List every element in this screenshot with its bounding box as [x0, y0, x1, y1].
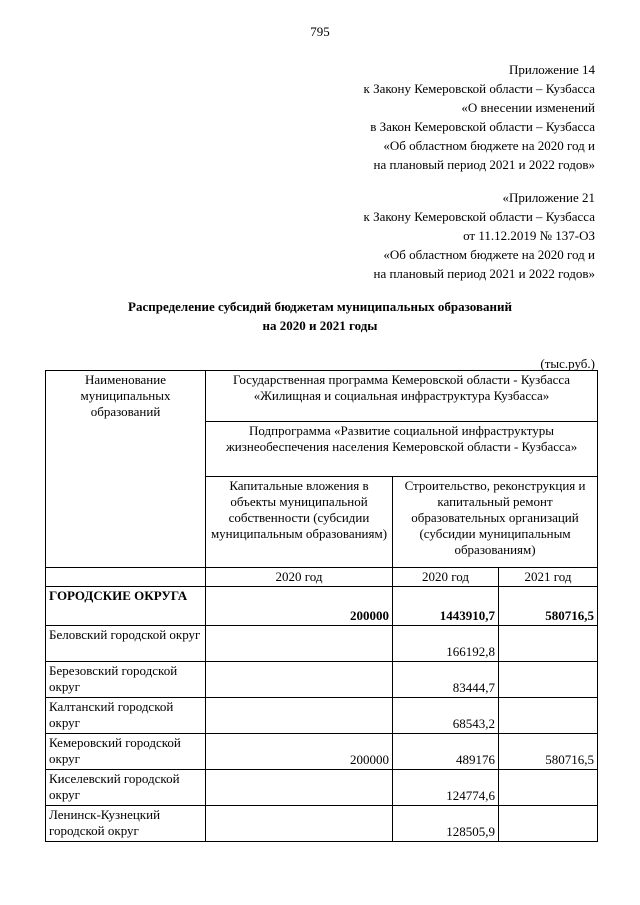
row-value: 166192,8: [393, 626, 499, 662]
row-name: Киселевский городской округ: [46, 770, 206, 806]
row-value: [499, 662, 598, 698]
appendix-line: «Об областном бюджете на 2020 год и: [383, 138, 595, 153]
appendix-line: к Закону Кемеровской области – Кузбасса: [363, 209, 595, 224]
row-value: 580716,5: [499, 734, 598, 770]
year-header: 2021 год: [499, 568, 598, 587]
header-construction: Строительство, реконструкция и капитальный ремонт образовательных организаций (субсидии муниципальным образованиям): [393, 477, 598, 568]
row-value: [206, 698, 393, 734]
appendix-line: «Об областном бюджете на 2020 год и: [383, 247, 595, 262]
appendix-line: Приложение 14: [508, 62, 595, 77]
row-name: Калтанский городской округ: [46, 698, 206, 734]
header-subprogram: Подпрограмма «Развитие социальной инфраструктуры жизнеобеспечения населения Кемеровской области - Кузбасса»: [206, 422, 598, 477]
table-row: [46, 698, 598, 734]
year-header: 2020 год: [206, 568, 393, 587]
appendix-line: в Закон Кемеровской области – Кузбасса: [370, 119, 595, 134]
row-name: Ленинск-Кузнецкий городской округ: [46, 806, 206, 842]
year-header: 2020 год: [393, 568, 499, 587]
row-value: [499, 626, 598, 662]
row-value: 1443910,7: [393, 587, 499, 626]
page-number: 795: [310, 24, 330, 39]
row-name: Березовский городской округ: [46, 662, 206, 698]
table-row: [46, 734, 598, 770]
table-row: [46, 626, 598, 662]
header-capital-investments: Капитальные вложения в объекты муниципальной собственности (субсидии муниципальным образованиям): [206, 477, 393, 568]
table-row-total: [46, 587, 598, 626]
table-row: [46, 770, 598, 806]
row-value: [206, 770, 393, 806]
row-value: 489176: [393, 734, 499, 770]
units-label: (тыс.руб.): [540, 356, 595, 371]
row-value: [206, 662, 393, 698]
row-value: [206, 806, 393, 842]
document-title: [0, 297, 640, 335]
row-name: ГОРОДСКИЕ ОКРУГА: [46, 587, 206, 626]
table-row: [46, 662, 598, 698]
appendix-line: к Закону Кемеровской области – Кузбасса: [363, 81, 595, 96]
row-name: Беловский городской округ: [46, 626, 206, 662]
row-value: 68543,2: [393, 698, 499, 734]
row-value: [499, 770, 598, 806]
appendix-line: от 11.12.2019 № 137-ОЗ: [463, 228, 595, 243]
header-empty: [46, 568, 206, 587]
subsidy-table: [45, 370, 598, 842]
appendix-line: «Приложение 21: [502, 190, 595, 205]
row-value: 580716,5: [499, 587, 598, 626]
header-program: Государственная программа Кемеровской области - Кузбасса «Жилищная и социальная инфраструктура Кузбасса»: [206, 371, 598, 422]
title-line-2: на 2020 и 2021 годы: [262, 318, 378, 333]
appendix-line: на плановый период 2021 и 2022 годов»: [373, 157, 595, 172]
row-value: 124774,6: [393, 770, 499, 806]
title-line-1: Распределение субсидий бюджетам муниципальных образований: [128, 299, 512, 314]
row-value: 200000: [206, 587, 393, 626]
row-value: 128505,9: [393, 806, 499, 842]
appendix-21-header: [364, 188, 596, 283]
row-value: 83444,7: [393, 662, 499, 698]
row-value: 200000: [206, 734, 393, 770]
appendix-14-header: [364, 60, 596, 174]
appendix-line: на плановый период 2021 и 2022 годов»: [373, 266, 595, 281]
row-value: [499, 806, 598, 842]
row-value: [499, 698, 598, 734]
row-value: [206, 626, 393, 662]
table-row: [46, 806, 598, 842]
row-name: Кемеровский городской округ: [46, 734, 206, 770]
header-municipality: Наименование муниципальных образований: [46, 371, 206, 568]
appendix-line: «О внесении изменений: [461, 100, 595, 115]
